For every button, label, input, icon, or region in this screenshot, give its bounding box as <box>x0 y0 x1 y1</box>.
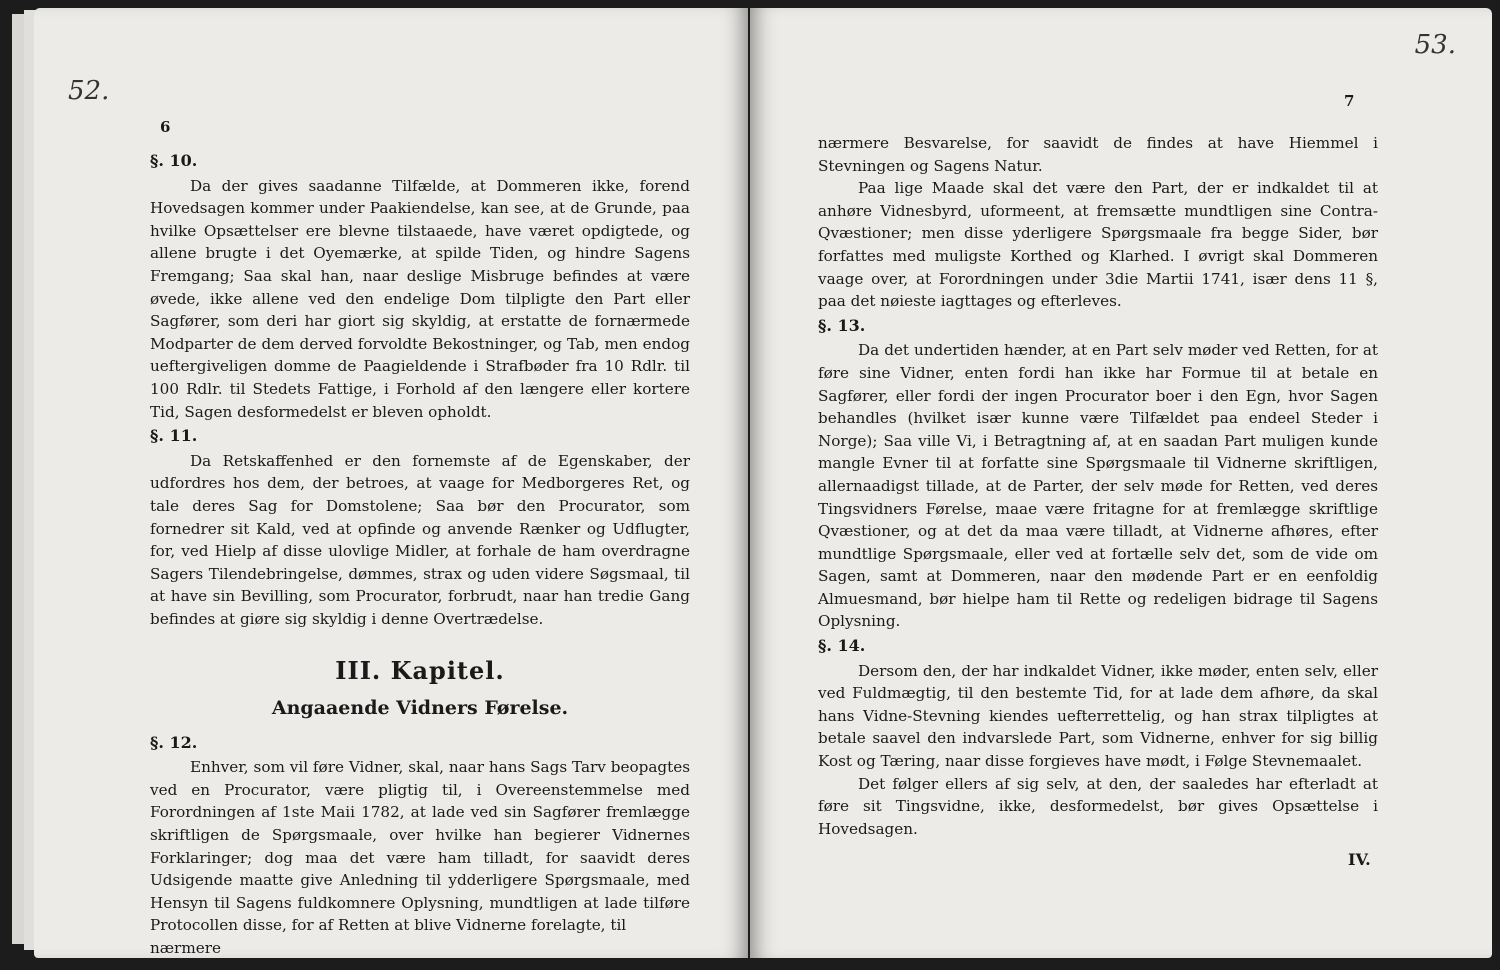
right-page <box>750 8 1492 958</box>
section-10-text: Da der gives saadanne Tilfælde, at Dommeren ikke, forend Hovedsagen kommer under Paakiendelse, kan see, at de Grunde, paa hvilke Opsættelser ere blevne tilstaaede, have været opdigtede, og allene brugte i det Oyemærke, at spilde Tiden, og hindre Sagens Fremgang; Saa skal han, naar deslige Misbruge befindes at være øvede, ikke allene ved den endelige Dom tilpligte den Part eller Sagfører, som deri har giort sig skyldig, at erstatte de fornærmede Modparter de dem derved forvoldte Bekostninger, og Tab, men endog ueftergiveligen domme de Paagieldende i Strafbøder fra 10 Rdlr. til 100 Rdlr. til Stedets Fattige, i Forhold af den længere eller kortere Tid, Sagen desformedelst er bleven opholdt. <box>150 176 690 421</box>
final-paragraph: Det følger ellers af sig selv, at den, der saaledes har efterladt at føre sit Tingsvidne, ikke, desformedelst, bør gives Opsættelse i Hovedsagen. <box>818 774 1378 838</box>
section-13-text: Da det undertiden hænder, at en Part selv møder ved Retten, for at føre sine Vidner, enten fordi han ikke har Formue til at betale en Sagfører, eller fordi der ingen Procurator boer i den Egn, hvor Sagen behandles (hvilket især kunne være Tilfældet paa endeel Steder i Norge); Saa ville Vi, i Betragtning af, at en saadan Part muligen kunde mangle Evner til at forfatte sine Spørgsmaale til Vidnerne skriftligen, allernaadigst tillade, at de Parter, der selv møde for Retten, ved deres Tingsvidners Førelse, maae være fritagne for at fremlægge skriftlige Qvæstioner, og at det da maa være tilladt, at Vidnerne afhøres, efter mundtlige Spørgsmaale, eller ved at fortælle selv det, som de vide om Sagen, samt at Dommeren, naar den mødende Part er en eenfoldig Almuesmand, bør hielpe ham til Rette og redeligen bidrage til Sagens Oplysning. <box>818 341 1378 631</box>
left-catchword: nærmere <box>150 939 221 957</box>
right-handwritten-number: 53. <box>1414 30 1456 60</box>
chapter-title: III. Kapitel. <box>335 656 505 686</box>
right-text-block <box>818 132 1378 840</box>
section-10-heading: §. 10. <box>150 151 198 170</box>
left-page-number: 6 <box>160 118 171 136</box>
section-11-text: Da Retskaffenhed er den fornemste af de Egenskaber, der udfordres hos dem, der betroes, at vaage for Medborgeres Ret, og tale deres Sag for Domstolene; Saa bør den Procurator, som fornedrer sit Kald, ved at opfinde og anvende Rænker og Udflugter, for, ved Hielp af disse ulovlige Midler, at forhale de ham overdragne Sagers Tilendebringelse, dømmes, strax og uden videre Søgsmaal, til at have sin Bevilling, som Procurator, forbrudt, naar han tredie Gang befindes at giøre sig skyldig i denne Overtrædelse. <box>150 451 690 628</box>
left-handwritten-number: 52. <box>68 76 110 106</box>
section-14-heading: §. 14. <box>818 636 866 656</box>
section-14-text: Dersom den, der har indkaldet Vidner, ikke møder, enten selv, eller ved Fuldmægtig, til den bestemte Tid, for at lade dem afhøre, da skal hans Vidne-Stevning kiendes uefterrettelig, og han strax tilpligtes at betale saavel den indvarslede Part, som Vidnerne, enhver for sig billig Kost og Tæring, naar disse forgieves have mødt, i Følge Stevnemaalet. <box>818 661 1378 771</box>
section-12-heading: §. 12. <box>150 732 198 752</box>
chapter-subtitle: Angaaende Vidners Førelse. <box>271 697 569 720</box>
right-page-number: 7 <box>1344 92 1355 110</box>
right-catchword: IV. <box>1348 850 1371 869</box>
section-12-text: Enhver, som vil føre Vidner, skal, naar hans Sags Tarv beopagtes ved en Procurator, være pligtig til, i Overeenstemmelse med Forordningen af 1ste Maii 1782, at lade ved sin Sagfører fremlægge skriftligen de Spørgsmaale, over hvilke han begierer Vidnernes Forklaringer; dog maa det være ham tilladt, for saavidt deres Udsigende maatte give Anledning til ydderligere Spørgsmaale, med Hensyn til Sagens fuldkomnere Oplysning, mundtligen at lade tilføre Protocollen disse, for af Retten at blive Vidnerne forelagte, til <box>150 758 690 935</box>
section-13-heading: §. 13. <box>818 315 866 335</box>
section-11-heading: §. 11. <box>150 426 198 446</box>
left-page <box>34 8 748 958</box>
paragraph-contra-questions: Paa lige Maade skal det være den Part, der er indkaldet til at anhøre Vidnesbyrd, uformeent, at fremsætte mundtligen sine Contra-Qvæstioner; men disse yderligere Spørgsmaale fra begge Sider, bør forfattes med muligste Korthed og Klarhed. I øvrigt skal Dommeren vaage over, at Forordningen under 3die Martii 1741, især dens 11 §, paa det nøieste iagttages og efterleves. <box>818 179 1378 311</box>
left-text-block <box>150 148 690 958</box>
continuation-text: nærmere Besvarelse, for saavidt de findes at have Hiemmel i Stevningen og Sagens Natur. <box>818 134 1378 175</box>
